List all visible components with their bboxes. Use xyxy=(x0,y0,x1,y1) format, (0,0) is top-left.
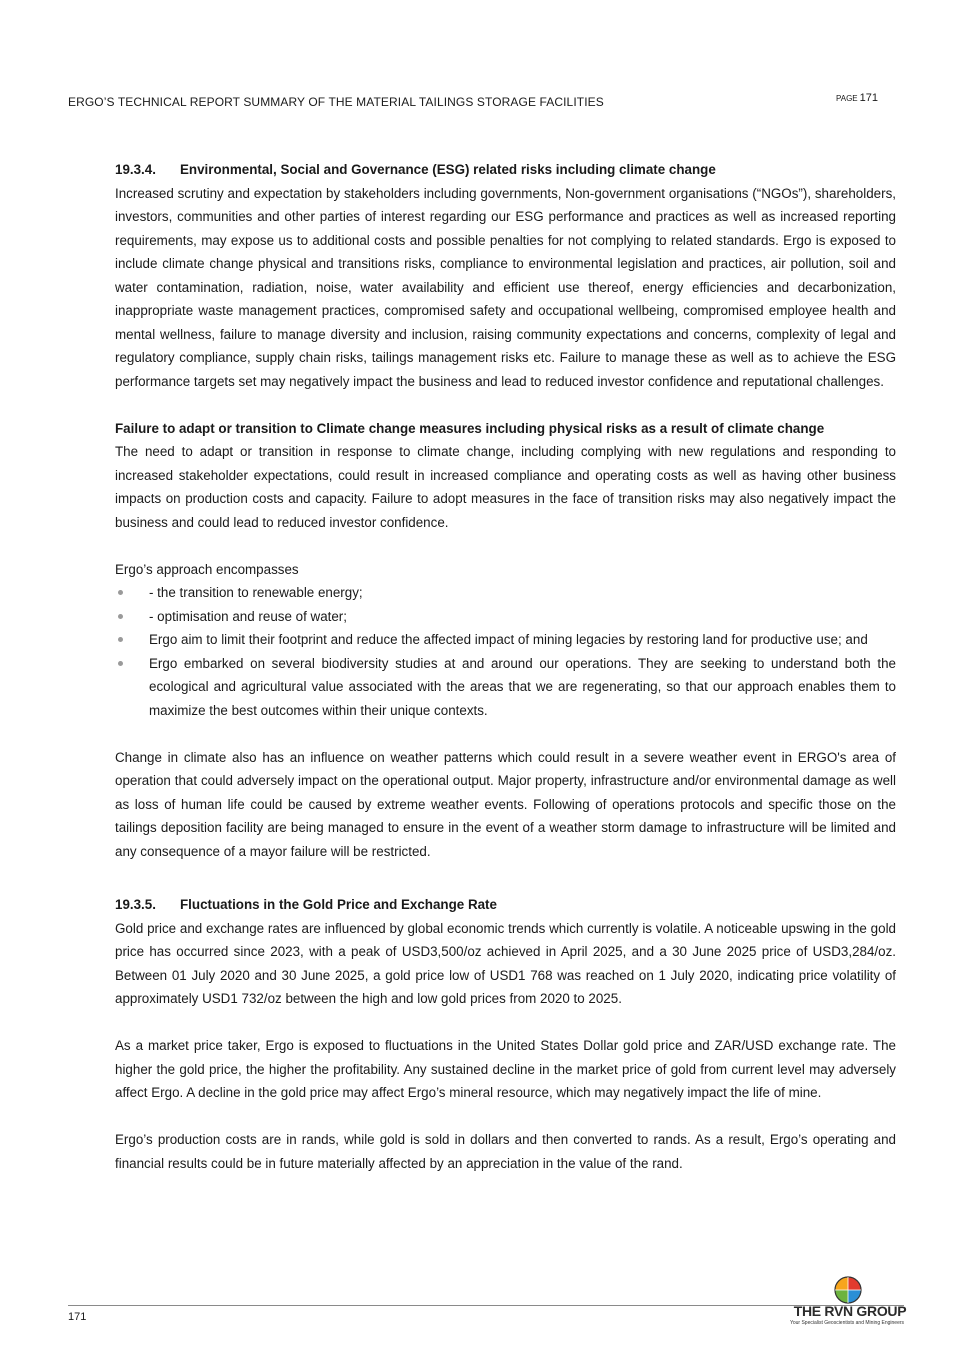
rvn-logo-mark-icon xyxy=(834,1276,862,1304)
approach-item xyxy=(115,581,896,605)
page-prefix: PAGE xyxy=(836,94,858,103)
approach-item-text: Ergo aim to limit their footprint and reduce the affected impact of mining legacies by restoring land for productive use; and xyxy=(149,632,868,647)
bullet-icon xyxy=(118,590,123,595)
page-label xyxy=(836,92,878,104)
approach-item-text: - optimisation and reuse of water; xyxy=(149,608,347,624)
approach-intro: Ergo’s approach encompasses xyxy=(115,561,299,577)
section-1935-para2: As a market price taker, Ergo is exposed to fluctuations in the United States Dollar gold price and ZAR/USD exchange rate. The higher the gold price, the higher the profitability. Any sustained decline in the market price of gold from current level may adversely affect Ergo. A decline in the gold price may affect Ergo’s mineral resource, which may negatively impact the life of mine. xyxy=(115,1038,896,1100)
page-number: 171 xyxy=(859,92,878,104)
approach-item xyxy=(115,605,896,629)
approach-item xyxy=(115,628,896,652)
logo-name: THE RVN GROUP xyxy=(793,1303,907,1319)
section-1935-title: Fluctuations in the Gold Price and Exchange Rate xyxy=(180,897,497,912)
bullet-icon xyxy=(118,637,123,642)
page-content xyxy=(115,158,896,1175)
section-1935-number: 19.3.5. xyxy=(115,897,156,912)
section-1935-para1: Gold price and exchange rates are influenced by global economic trends which currently is volatile. A noticeable upswing in the gold price has occurred since 2023, with a peak of USD3,500/oz achieved in April 2025, and a 30 June 2025 price of USD3,284/oz. Between 01 July 2020 and 30 June 2025, a gold price low of USD1 768 was reached on 1 July 2020, indicating price volatility of approximately USD1 732/oz between the high and low gold prices from 2020 to 2025. xyxy=(115,920,896,1006)
climate-body: The need to adapt or transition in response to climate change, including complying with new regulations and responding to increased stakeholder expectations, could result in increased compliance and operating costs as well as having other business impacts on production costs and capacity. Failure to adopt measures in the face of transition risks may also negatively impact the business and could lead to reduced investor confidence. xyxy=(115,444,896,530)
section-1934-title: Environmental, Social and Governance (ESG) related risks including climate change xyxy=(180,162,716,177)
footer-rule xyxy=(68,1305,904,1306)
bullet-icon xyxy=(118,614,123,619)
approach-item-text: Ergo embarked on several biodiversity studies at and around our operations. They are seeking to understand both the ecological and agricultural value associated with the areas that we are regenerating, so that our approach enables them to maximize the best outcomes within their unique contexts. xyxy=(149,655,896,718)
rvn-group-logo xyxy=(786,1276,908,1328)
section-1935-heading xyxy=(115,893,896,917)
footer-page-number: 171 xyxy=(68,1311,87,1323)
section-1934-heading xyxy=(115,158,896,182)
section-1934-number: 19.3.4. xyxy=(115,162,156,177)
section-1934-body: Increased scrutiny and expectation by stakeholders including governments, Non-government organisations (“NGOs”), shareholders, investors, communities and other parties of interest regarding our ESG performance and practices as well as increased reporting requirements, may expose us to additional costs and possible penalties for not complying to related standards. Ergo is exposed to include climate change physical and transitions risks, compliance to environmental legislation and practices, air pollution, soil and water contamination, radiation, noise, water availability and efficient use thereof, energy efficiencies and decarbonization, inappropriate waste management practices, compromised safety and occupational wellbeing, compromised employee health and mental wellness, failure to manage diversity and inclusion, raising community expectations and concerns, complexity of legal and regulatory compliance, supply chain risks, tailings management risks etc. Failure to manage these as well as to achieve the ESG performance targets set may negatively impact the business and lead to reduced investor confidence and reputational challenges. xyxy=(115,185,896,389)
report-header-title: ERGO’S TECHNICAL REPORT SUMMARY OF THE MATERIAL TAILINGS STORAGE FACILITIES xyxy=(68,95,604,109)
climate-heading: Failure to adapt or transition to Climate change measures including physical risks as a result of climate change xyxy=(115,420,825,436)
logo-tagline: Your Specialist Geoscientists and Mining Engineers xyxy=(789,1320,905,1326)
weather-paragraph: Change in climate also has an influence on weather patterns which could result in a severe weather event in ERGO's area of operation that could adversely impact on the operational output. Major property, infrastructure and/or environmental damage as well as loss of human life could be caused by extreme weather events. Following of operations protocols and specific those on the tailings deposition facility are being managed to ensure in the event of a weather storm damage to infrastructure will be limited and any consequence of a mayor failure will be restricted. xyxy=(115,749,896,859)
section-1935-para3: Ergo’s production costs are in rands, while gold is sold in dollars and then converted to rands. As a result, Ergo’s operating and financial results could be in future materially affected by an appreciation in the value of the rand. xyxy=(115,1132,896,1171)
approach-list xyxy=(115,581,896,722)
approach-item xyxy=(115,652,896,723)
approach-item-text: - the transition to renewable energy; xyxy=(149,585,363,600)
bullet-icon xyxy=(118,661,123,666)
